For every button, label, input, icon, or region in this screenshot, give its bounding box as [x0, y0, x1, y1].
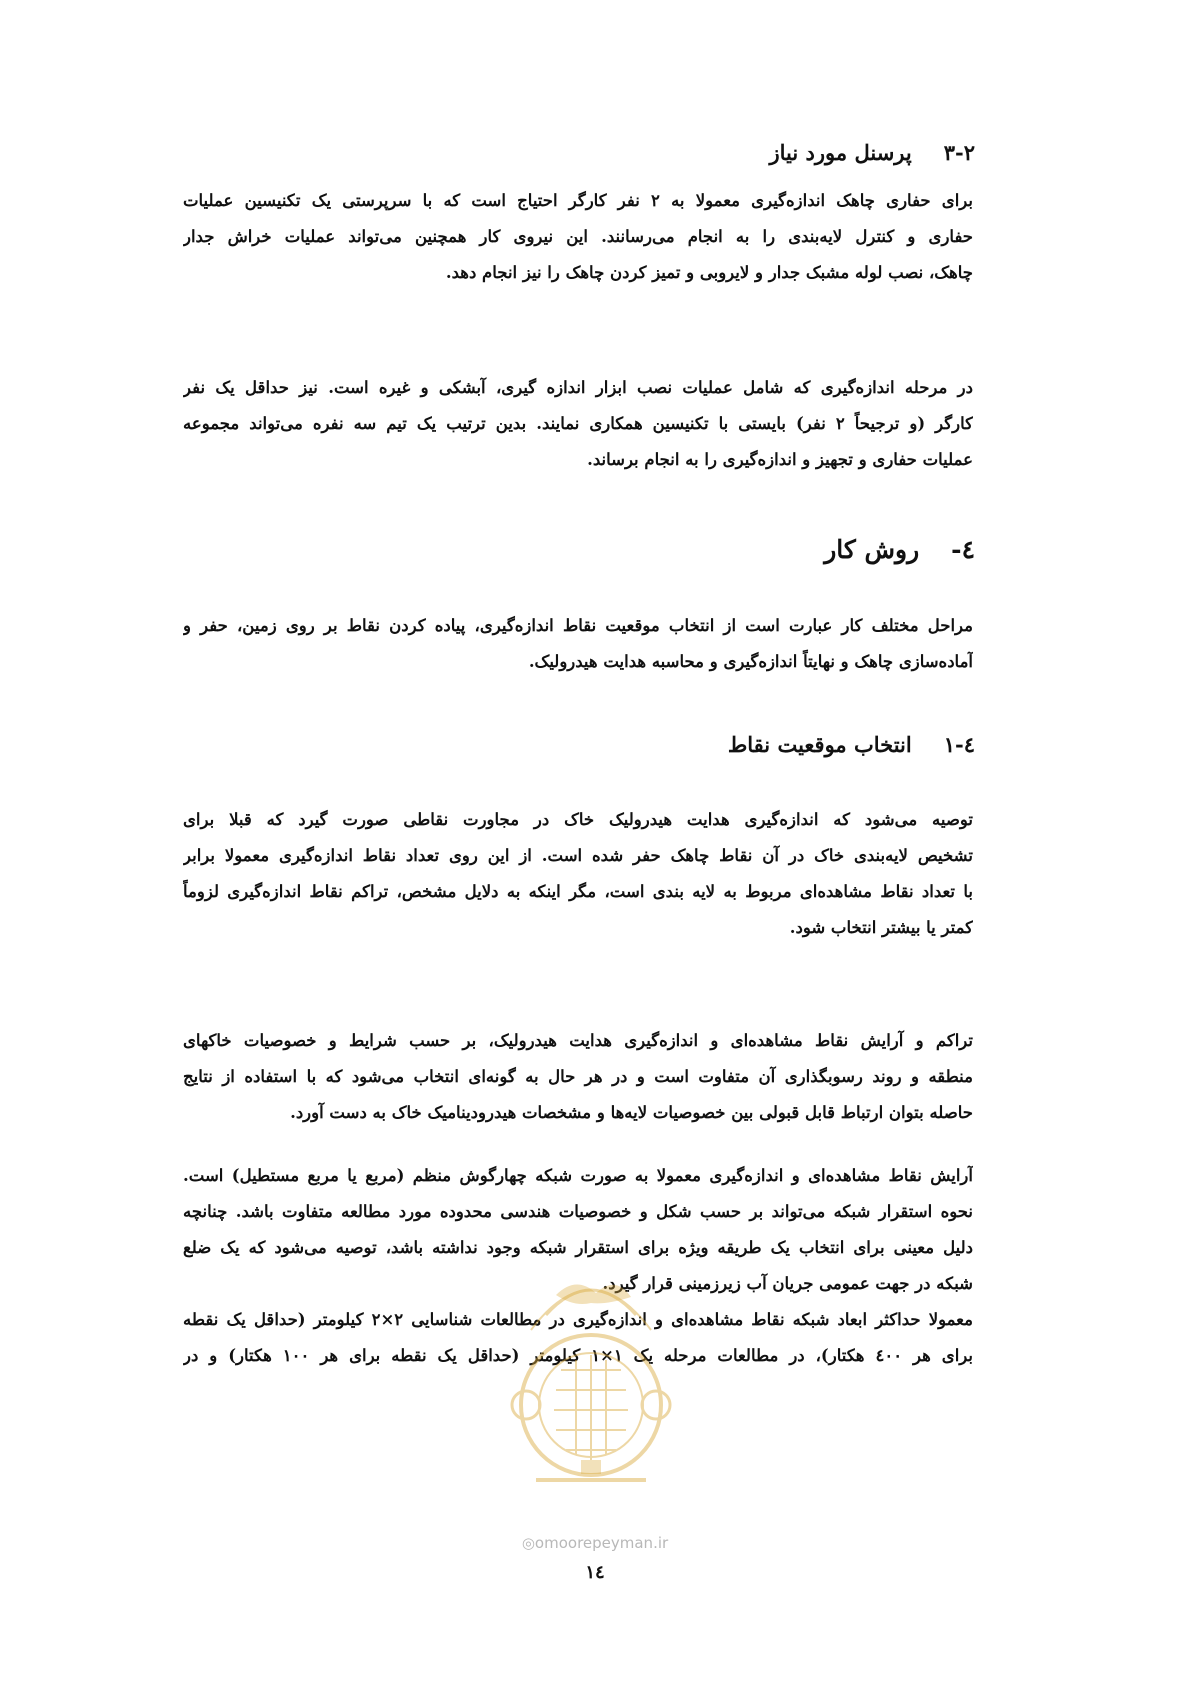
text-line: آماده‌سازی چاهک و نهایتاً اندازه‌گیری و محاسبه هدایت هیدرولیک. — [528, 652, 973, 671]
section-title: روش کار — [824, 535, 920, 564]
section-title: انتخاب موقعیت نقاط — [727, 732, 912, 757]
text-line: دلیل معینی برای انتخاب یک طریقه ویژه برای استقرار شبکه وجود نداشته باشد، توصیه می‌شود که یک ضلع — [183, 1238, 973, 1257]
text-line: نحوه استقرار شبکه می‌تواند بر حسب شکل و خصوصیات هندسی محدوده مورد مطالعه متفاوت باشد. چنانچه — [183, 1202, 973, 1221]
section-title: پرسنل مورد نیاز — [769, 140, 912, 165]
text-line: با تعداد نقاط مشاهده‌ای مربوط به لایه بندی است، مگر اینکه به دلایل مشخص، تراکم نقاط اندازه‌گیری لزوماً — [183, 882, 973, 901]
instagram-icon: ◎ — [521, 1534, 535, 1552]
text-line: چاهک، نصب لوله مشبک جدار و لایروبی و تمیز کردن چاهک را نیز انجام دهد. — [445, 263, 973, 282]
text-line: توصیه می‌شود که اندازه‌گیری هدایت هیدرولیک خاک در مجاورت نقاطی صورت گیرد که قبلا برای — [183, 810, 973, 829]
text-line: برای هر ٤٠٠ هکتار)، در مطالعات مرحله یک ١×١ کیلومتر (حداقل یک نقطه برای هر ١٠٠ هکتار) و در — [183, 1346, 973, 1365]
section-heading-method — [824, 535, 975, 564]
paragraph-point-density — [183, 1023, 973, 1131]
paragraph-point-recommendation — [183, 802, 973, 946]
text-line: تراکم و آرایش نقاط مشاهده‌ای و اندازه‌گیری هدایت هیدرولیک، بر حسب شرایط و خصوصیات خاکهای — [183, 1031, 973, 1050]
watermark-logo — [486, 1255, 696, 1510]
text-line: عملیات حفاری و تجهیز و اندازه‌گیری را به انجام برساند. — [587, 450, 973, 469]
text-line: تشخیص لایه‌بندی خاک در آن نقاط چاهک حفر شده است. از این روی تعداد نقاط اندازه‌گیری معمولا برابر — [183, 846, 973, 865]
text-line: در مرحله اندازه‌گیری که شامل عملیات نصب ابزار اندازه گیری، آبشکی و غیره است. نیز حداقل یک نفر — [183, 378, 973, 397]
text-line: کمتر یا بیشتر انتخاب شود. — [789, 918, 973, 937]
text-line: برای حفاری چاهک اندازه‌گیری معمولا به ۲ نفر کارگر احتیاج است که با سرپرستی یک تکنیسین عملیات — [183, 191, 973, 210]
watermark-site — [495, 1534, 695, 1552]
text-line: معمولا حداکثر ابعاد شبکه نقاط مشاهده‌ای و اندازه‌گیری در مطالعات شناسایی ۲×۲ کیلومتر (حداقل یک نقطه — [183, 1310, 973, 1329]
paragraph-personnel-measurement — [183, 370, 973, 478]
text-line: حفاری و کنترل لایه‌بندی را به انجام می‌رسانند. این نیروی کار همچنین می‌تواند عملیات خراش جدار — [183, 227, 973, 246]
paragraph-method-steps — [183, 608, 973, 680]
page-number: ١٤ — [585, 1562, 605, 1583]
section-heading-point-selection — [728, 732, 975, 757]
section-heading-personnel — [770, 140, 975, 165]
section-number: ٤-١ — [943, 732, 975, 757]
section-number: ۳-۲ — [943, 140, 975, 165]
paragraph-personnel-drilling — [183, 183, 973, 291]
text-line: آرایش نقاط مشاهده‌ای و اندازه‌گیری معمولا به صورت شبکه چهارگوش منظم (مربع یا مربع مستطیل) است. — [183, 1166, 973, 1185]
text-line: حاصله بتوان ارتباط قابل قبولی بین خصوصیات لایه‌ها و مشخصات هیدرودینامیک خاک به دست آورد. — [290, 1103, 973, 1122]
text-line: منطقه و روند رسوبگذاری آن متفاوت است و در هر حال به گونه‌ای انتخاب می‌شود که با استفاده از نتایج — [183, 1067, 973, 1086]
text-line: شبکه در جهت عمومی جریان آب زیرزمینی قرار گیرد. — [602, 1274, 973, 1293]
text-line: مراحل مختلف کار عبارت است از انتخاب موقعیت نقاط اندازه‌گیری، پیاده کردن نقاط بر روی زمین، حفر و — [183, 616, 973, 635]
text-line: کارگر (و ترجیحاً ۲ نفر) بایستی با تکنیسین همکاری نمایند. بدین ترتیب یک تیم سه نفره می‌تواند مجموعه — [183, 414, 973, 433]
section-number: ٤- — [951, 535, 975, 564]
watermark-site-text: omoorepeyman.ir — [534, 1534, 669, 1552]
